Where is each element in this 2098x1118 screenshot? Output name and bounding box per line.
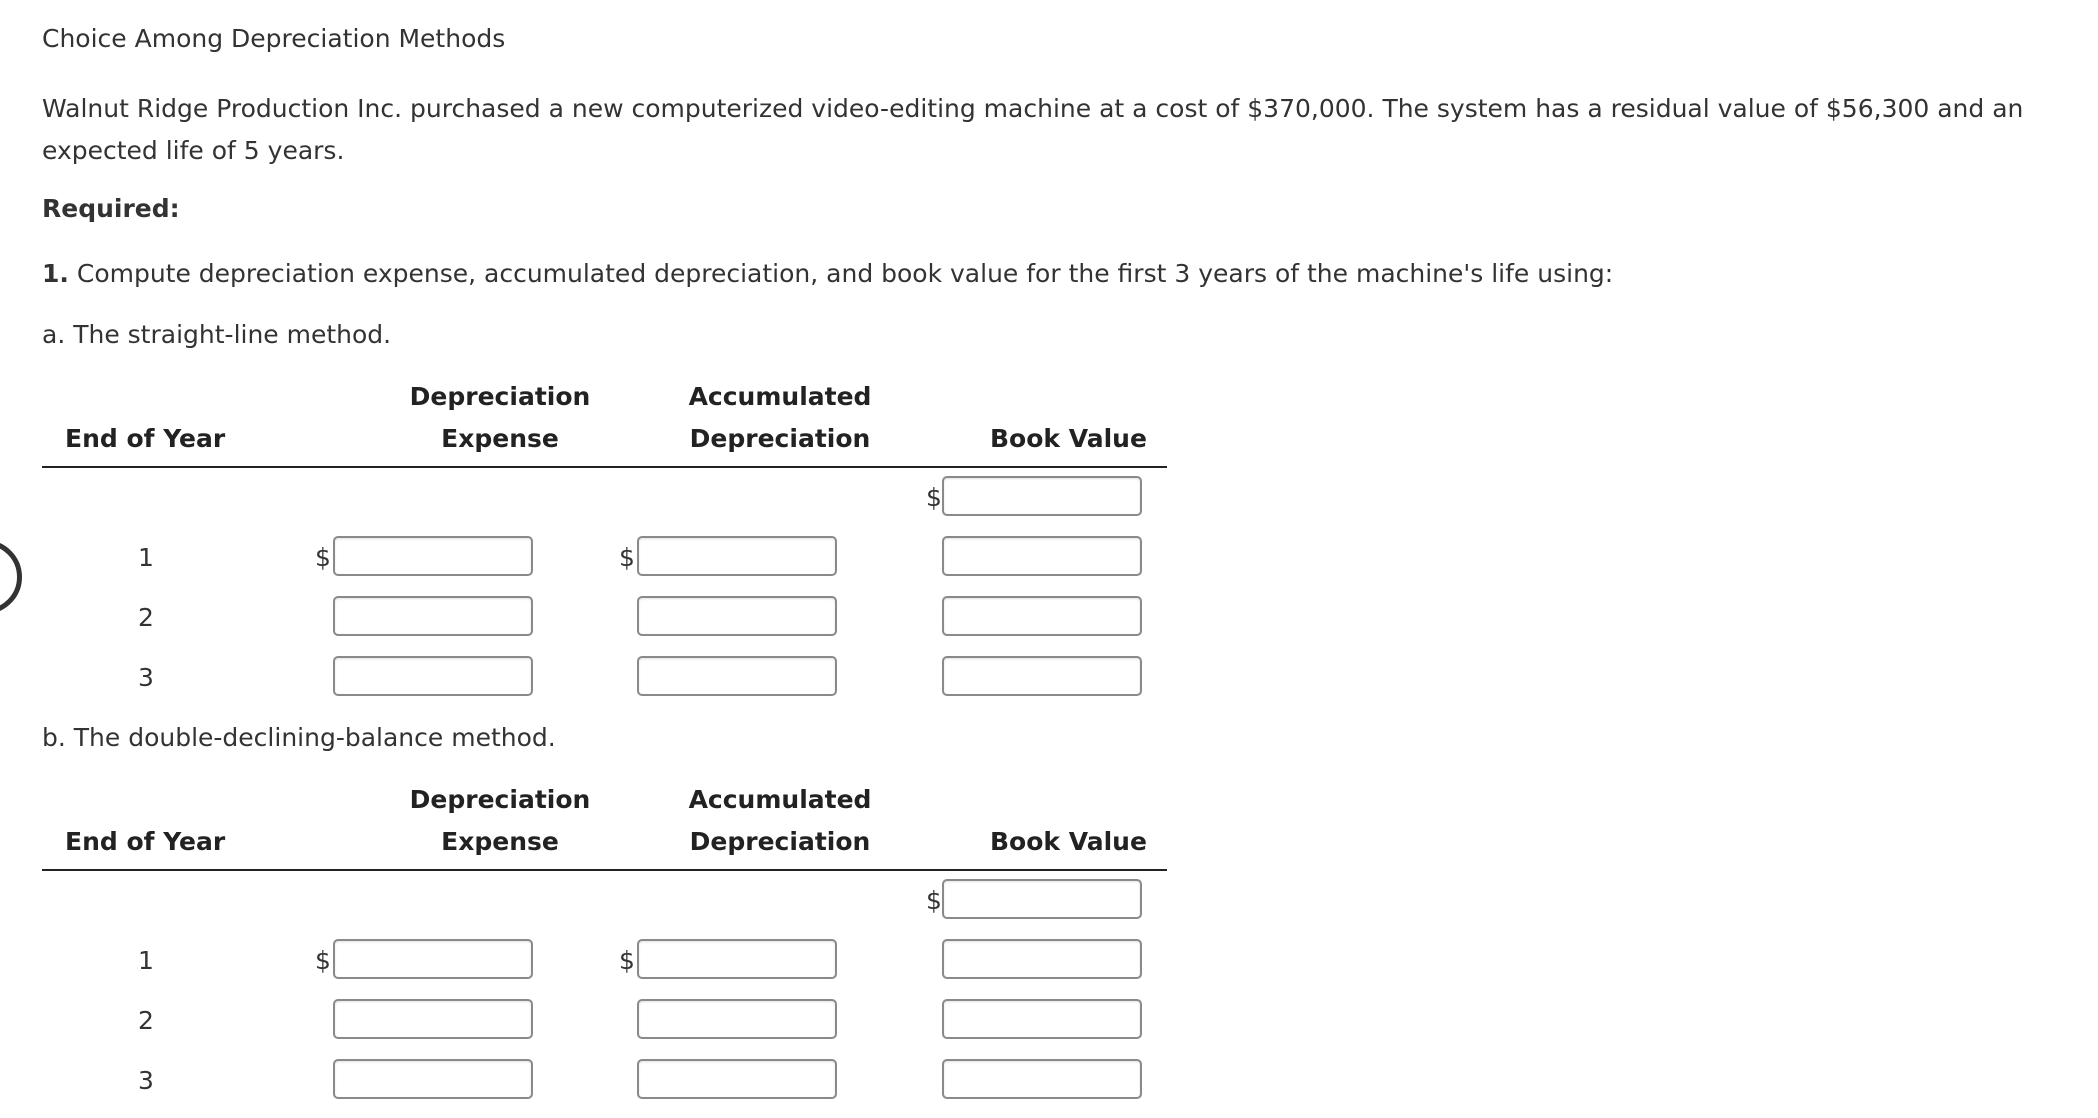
part-b-label: b. The double-declining-balance method. [42, 723, 556, 752]
depreciation-expense-year3-input-b[interactable] [333, 1059, 533, 1099]
accumulated-depreciation-year3-input-a[interactable] [637, 656, 837, 696]
question-1 [42, 259, 1613, 288]
book-value-initial-input-a[interactable] [942, 476, 1142, 516]
header-divider-a [42, 466, 1167, 468]
part-a-label: a. The straight-line method. [42, 320, 392, 349]
accumulated-depreciation-year2-input-b[interactable] [637, 999, 837, 1039]
depreciation-expense-year2-input-b[interactable] [333, 999, 533, 1039]
year-label: 3 [138, 1066, 154, 1095]
year-label: 2 [138, 1006, 154, 1035]
year-label: 1 [138, 543, 154, 572]
header-accumulated-line2-a: Depreciation [689, 424, 871, 453]
dollar-sign: $ [315, 543, 331, 572]
question-number: 1. [42, 259, 69, 288]
header-accumulated-line1-b: Accumulated [688, 785, 872, 814]
book-value-year3-input-a[interactable] [942, 656, 1142, 696]
book-value-year1-input-b[interactable] [942, 939, 1142, 979]
depreciation-expense-year2-input-a[interactable] [333, 596, 533, 636]
header-depreciation-line2-a: Expense [441, 424, 559, 453]
book-value-year2-input-a[interactable] [942, 596, 1142, 636]
accumulated-depreciation-year2-input-a[interactable] [637, 596, 837, 636]
required-label: Required: [42, 194, 180, 223]
cursor-circle-icon [0, 540, 22, 614]
accumulated-depreciation-year3-input-b[interactable] [637, 1059, 837, 1099]
book-value-year3-input-b[interactable] [942, 1059, 1142, 1099]
header-accumulated-line2-b: Depreciation [689, 827, 871, 856]
depreciation-expense-year1-input-b[interactable] [333, 939, 533, 979]
accumulated-depreciation-year1-input-b[interactable] [637, 939, 837, 979]
question-text: Compute depreciation expense, accumulated depreciation, and book value for the first 3 years of the machine's life using: [76, 259, 1614, 288]
header-accumulated-line1-a: Accumulated [688, 382, 872, 411]
depreciation-expense-year3-input-a[interactable] [333, 656, 533, 696]
dollar-sign: $ [619, 543, 635, 572]
dollar-sign: $ [926, 886, 942, 915]
header-end-of-year-b: End of Year [65, 827, 226, 856]
book-value-year2-input-b[interactable] [942, 999, 1142, 1039]
depreciation-expense-year1-input-a[interactable] [333, 536, 533, 576]
book-value-initial-input-b[interactable] [942, 879, 1142, 919]
year-label: 3 [138, 663, 154, 692]
book-value-year1-input-a[interactable] [942, 536, 1142, 576]
header-book-value-b: Book Value [990, 827, 1147, 856]
header-depreciation-line1-b: Depreciation [409, 785, 591, 814]
dollar-sign: $ [619, 946, 635, 975]
dollar-sign: $ [315, 946, 331, 975]
problem-description: Walnut Ridge Production Inc. purchased a new computerized video-editing machine at a cost of $370,000. The system has a residual value of $56,300 and an expected life of 5 years. [42, 94, 2024, 165]
header-depreciation-line1-a: Depreciation [409, 382, 591, 411]
header-book-value-a: Book Value [990, 424, 1147, 453]
header-end-of-year-a: End of Year [65, 424, 226, 453]
year-label: 1 [138, 946, 154, 975]
year-label: 2 [138, 603, 154, 632]
accumulated-depreciation-year1-input-a[interactable] [637, 536, 837, 576]
header-depreciation-line2-b: Expense [441, 827, 559, 856]
page-title: Choice Among Depreciation Methods [42, 24, 506, 53]
header-divider-b [42, 869, 1167, 871]
dollar-sign: $ [926, 483, 942, 512]
